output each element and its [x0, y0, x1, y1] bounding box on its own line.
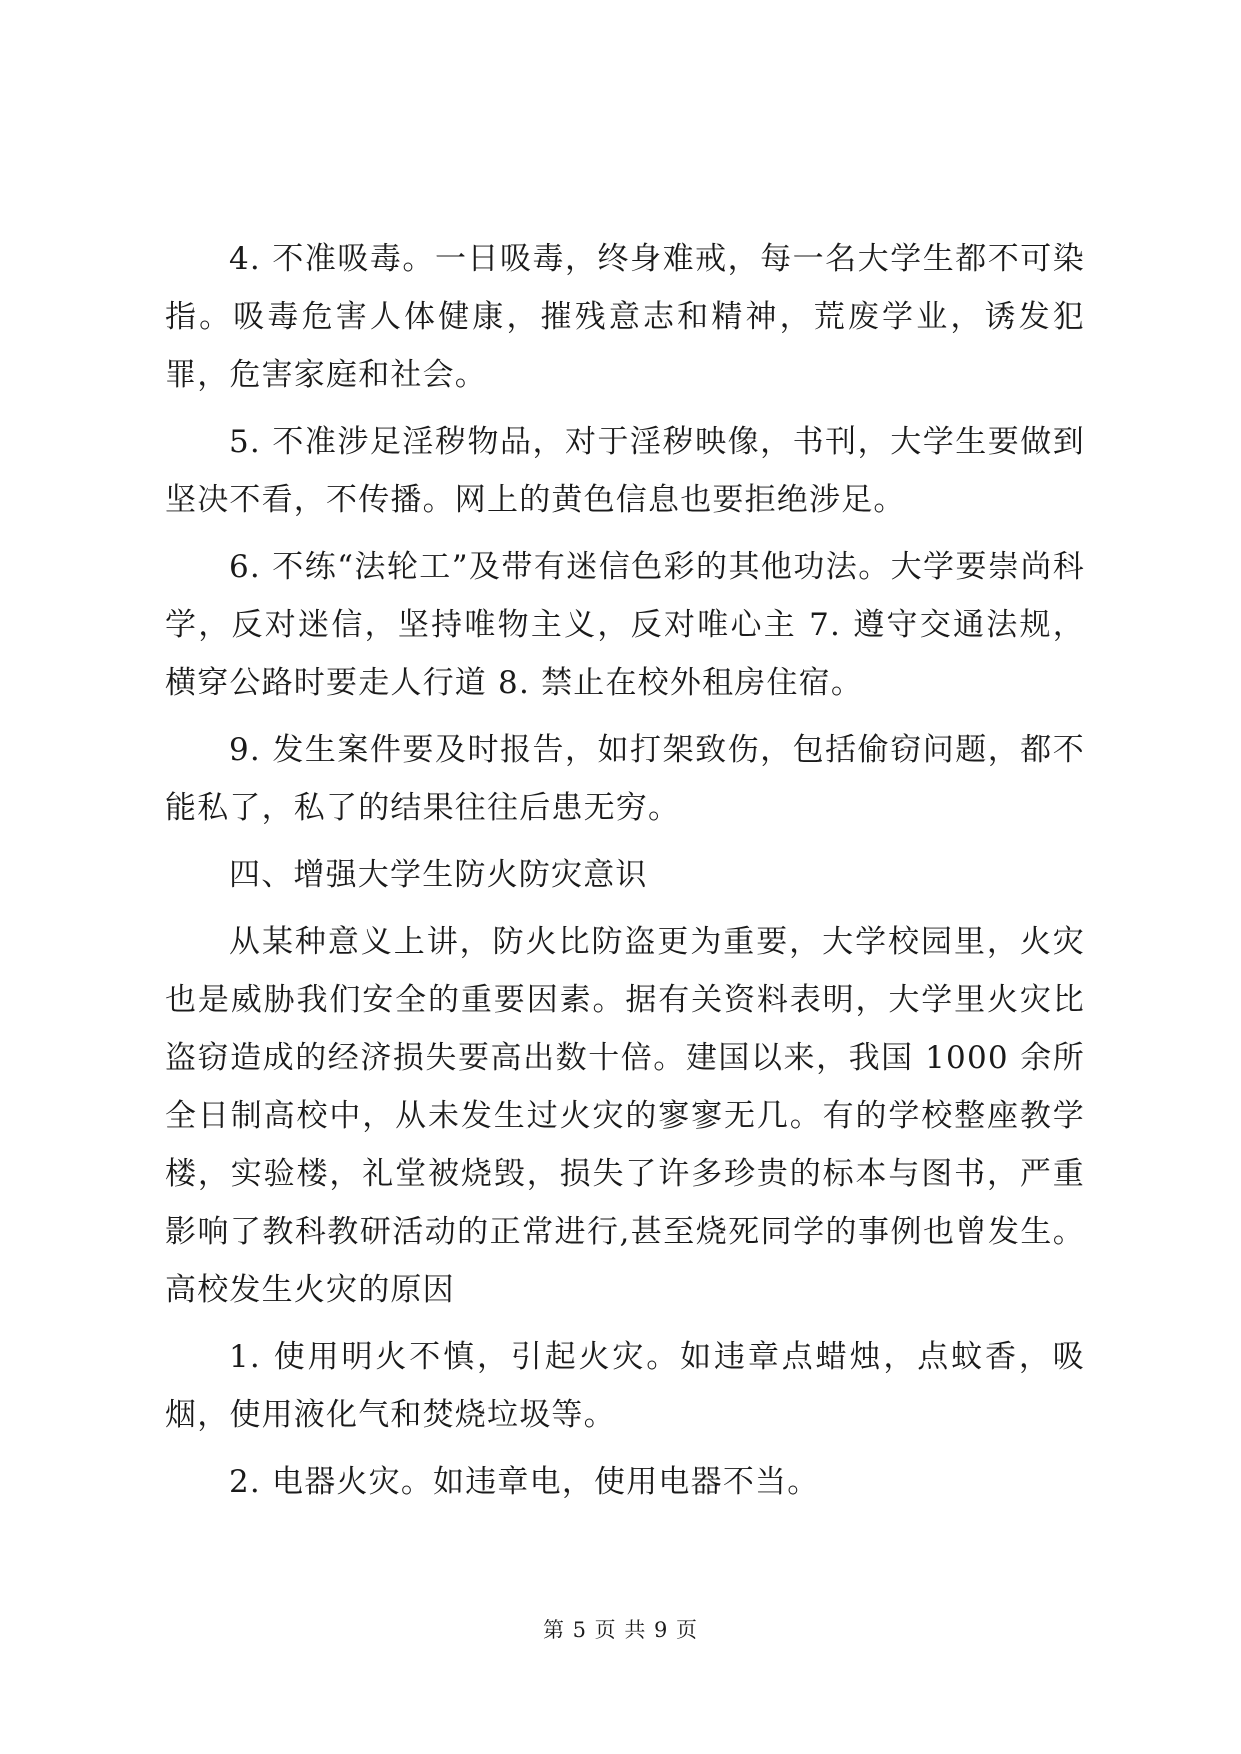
paragraph-rule-9: 9. 发生案件要及时报告，如打架致伤，包括偷窃问题，都不能私了，私了的结果往往后患无穷。	[165, 732, 1085, 826]
paragraph-rule-4: 4. 不准吸毒。一日吸毒，终身难戒，每一名大学生都不可染指。吸毒危害人体健康，摧残意志和精神，荒废学业，诱发犯罪，危害家庭和社会。	[165, 241, 1085, 393]
page-number-footer: 第 5 页 共 9 页	[542, 1618, 699, 1642]
paragraph-fire-cause-1: 1. 使用明火不慎，引起火灾。如违章点蜡烛，点蚊香，吸烟，使用液化气和焚烧垃圾等。	[165, 1339, 1085, 1433]
paragraph-fire-cause-2: 2. 电器火灾。如违章电，使用电器不当。	[229, 1464, 820, 1500]
document-body	[165, 230, 1085, 1520]
paragraph-rule-6-8: 6. 不练“法轮工”及带有迷信色彩的其他功法。大学要崇尚科学，反对迷信，坚持唯物主义，反对唯心主 7. 遵守交通法规，横穿公路时要走人行道 8. 禁止在校外租房住宿。	[165, 549, 1085, 701]
paragraph-rule-5: 5. 不准涉足淫秽物品，对于淫秽映像，书刊，大学生要做到坚决不看，不传播。网上的黄色信息也要拒绝涉足。	[165, 424, 1085, 518]
paragraph-fire-importance: 从某种意义上讲，防火比防盗更为重要，大学校园里，火灾也是威胁我们安全的重要因素。据有关资料表明，大学里火灾比盗窃造成的经济损失要高出数十倍。建国以来，我国 1000 余所全日制高校中，从未发生过火灾的寥寥无几。有的学校整座教学楼，实验楼，礼堂被烧毁，损失了许多珍贵的标本与图书，严重影响了教科教研活动的正常进行,甚至烧死同学的事例也曾发生。高校发生火灾的原因	[165, 924, 1085, 1308]
section-heading-fire-safety: 四、增强大学生防火防灾意识	[229, 857, 648, 893]
